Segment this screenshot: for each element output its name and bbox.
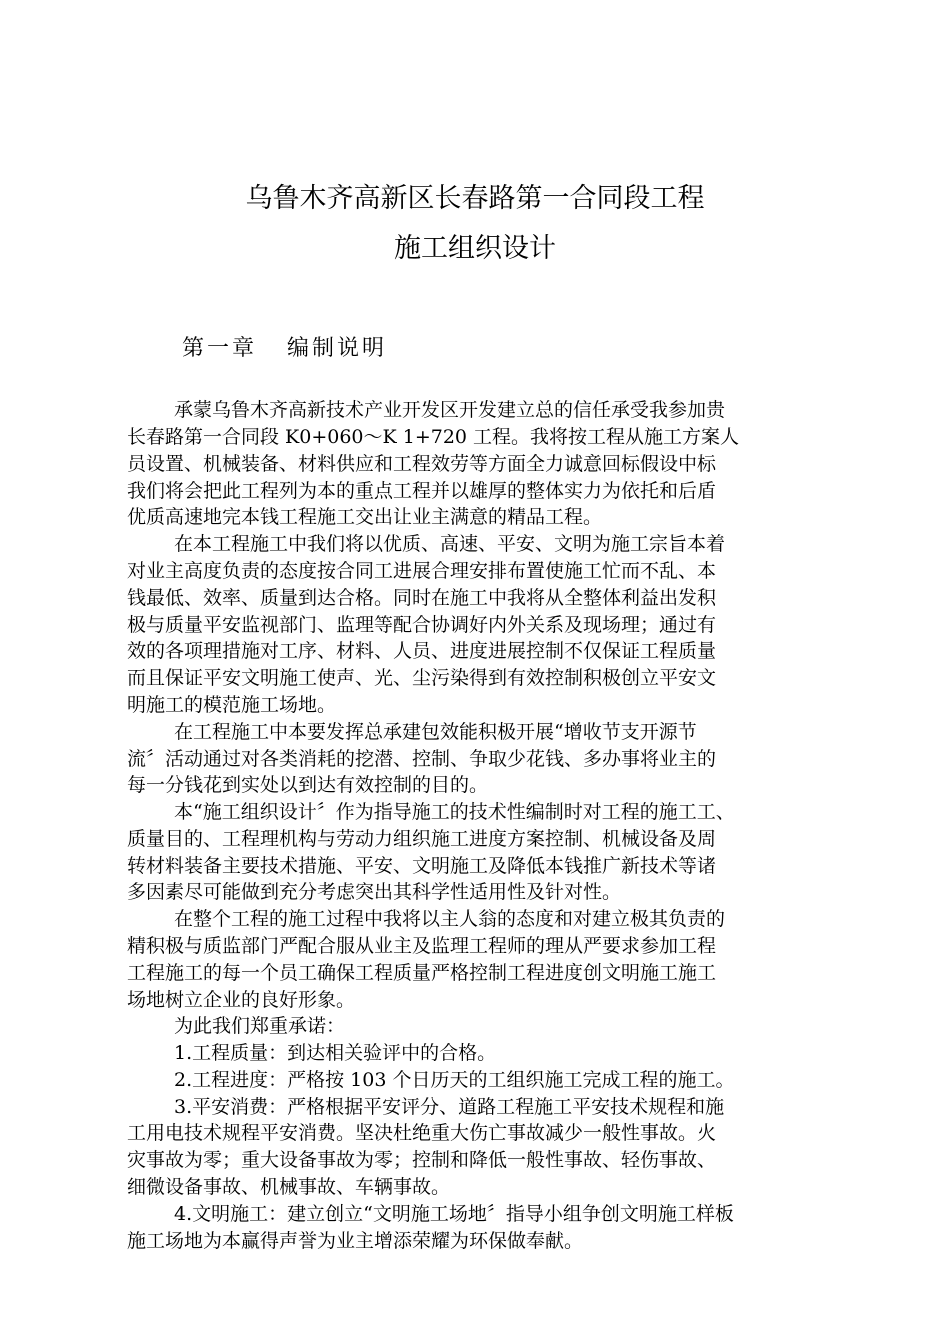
text-line: 2.工程进度：严格按 103 个日历天的工组织施工完成工程的施工。 bbox=[174, 1069, 735, 1091]
text-line: 流〞活动通过对各类消耗的挖潜、控制、争取少花钱、多办事将业主的 bbox=[127, 748, 717, 770]
chapter-heading: 第一章 编制说明 bbox=[182, 336, 387, 361]
text-line: 对业主高度负责的态度按合同工进展合理安排布置使施工忙而不乱、本 bbox=[127, 560, 717, 582]
text-line: 施工场地为本赢得声誉为业主增添荣耀为环保做奉献。 bbox=[127, 1230, 584, 1252]
text-line: 在整个工程的施工过程中我将以主人翁的态度和对建立极其负责的 bbox=[174, 908, 726, 930]
text-line: 为此我们郑重承诺： bbox=[174, 1015, 346, 1037]
document-title-line1: 乌鲁木齐高新区长春路第一合同段工程 bbox=[245, 183, 705, 214]
text-line: 灾事故为零；重大设备事故为零；控制和降低一般性事故、轻伤事故、 bbox=[127, 1149, 717, 1171]
text-line: 4.文明施工：建立创立“文明施工场地〞指导小组争创文明施工样板 bbox=[174, 1203, 734, 1225]
text-line: 在工程施工中本要发挥总承建包效能积极开展“增收节支开源节 bbox=[174, 721, 697, 743]
text-line: 细微设备事故、机械事故、车辆事故。 bbox=[127, 1176, 451, 1198]
text-line: 优质高速地完本钱工程施工交出让业主满意的精品工程。 bbox=[127, 506, 603, 528]
text-line: 工程施工的每一个员工确保工程质量严格控制工程进度创文明施工施工 bbox=[127, 962, 717, 984]
text-line: 3.平安消费：严格根据平安评分、道路工程施工平安技术规程和施 bbox=[174, 1096, 725, 1118]
text-line: 我们将会把此工程列为本的重点工程并以雄厚的整体实力为依托和后盾 bbox=[127, 480, 717, 502]
text-line: 精积极与质监部门严配合服从业主及监理工程师的理从严要求参加工程 bbox=[127, 935, 717, 957]
text-line: 明施工的模范施工场地。 bbox=[127, 694, 337, 716]
text-line: 转材料装备主要技术措施、平安、文明施工及降低本钱推广新技术等诸 bbox=[127, 855, 717, 877]
text-line: 1.工程质量：到达相关验评中的合格。 bbox=[174, 1042, 497, 1064]
text-line: 场地树立企业的良好形象。 bbox=[127, 989, 356, 1011]
text-line: 员设置、机械装备、材料供应和工程效劳等方面全力诚意回标假设中标 bbox=[127, 453, 717, 475]
text-line: 本“施工组织设计〞作为指导施工的技术性编制时对工程的施工工、 bbox=[174, 801, 735, 823]
text-line: 而且保证平安文明施工使声、光、尘污染得到有效控制积极创立平安文 bbox=[127, 667, 717, 689]
text-line: 长春路第一合同段 K0+060～K 1+720 工程。我将按工程从施工方案人 bbox=[127, 426, 740, 448]
text-line: 每一分钱花到实处以到达有效控制的目的。 bbox=[127, 774, 489, 796]
text-line: 效的各项理措施对工序、材料、人员、进度进展控制不仅保证工程质量 bbox=[127, 640, 717, 662]
text-line: 承蒙乌鲁木齐高新技术产业开发区开发建立总的信任承受我参加贵 bbox=[174, 399, 726, 421]
text-line: 多因素尽可能做到充分考虑突出其科学性适用性及针对性。 bbox=[127, 881, 622, 903]
text-line: 在本工程施工中我们将以优质、高速、平安、文明为施工宗旨本着 bbox=[174, 533, 726, 555]
text-line: 质量目的、工程理机构与劳动力组织施工进度方案控制、机械设备及周 bbox=[127, 828, 717, 850]
text-line: 工用电技术规程平安消费。坚决杜绝重大伤亡事故减少一般性事故。火 bbox=[127, 1122, 717, 1144]
text-line: 钱最低、效率、质量到达合格。同时在施工中我将从全整体利益出发积 bbox=[127, 587, 717, 609]
text-line: 极与质量平安监视部门、监理等配合协调好内外关系及现场理；通过有 bbox=[127, 614, 717, 636]
document-title-line2: 施工组织设计 bbox=[394, 233, 556, 264]
